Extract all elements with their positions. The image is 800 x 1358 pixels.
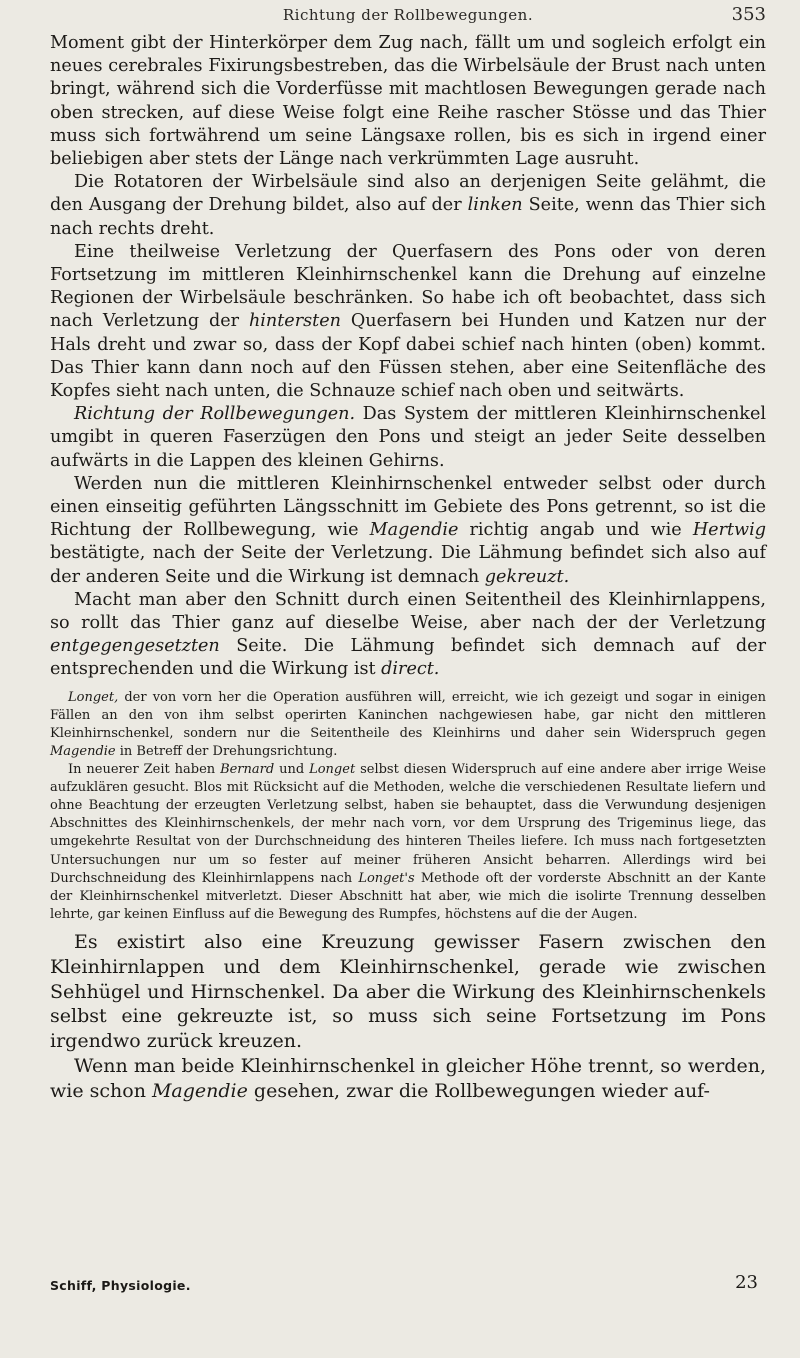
emphasis: entgegengesetzten [50, 636, 220, 657]
emphasis: Hertwig [692, 520, 766, 541]
sheet-number: 23 [735, 1272, 758, 1293]
emphasis: Magendie [369, 520, 459, 541]
paragraph-1: Moment gibt der Hinterkörper dem Zug nach, fällt um und sogleich erfolgt ein neues cerebrales Fixirungsbestreben, das die Wirbelsäule der Brust nach unten bringt, während sich die Vorderfüsse mit machtlosen Bewegungen gerade nach oben strecken, auf diese Weise folgt eine Reihe rascher Stösse und das Thier muss sich fortwährend um seine Längsaxe rollen, bis es sich in irgend einer beliebigen aber stets der Länge nach verkrümmten Lage ausruht. [50, 33, 766, 170]
note-2 [50, 761, 766, 924]
note-1 [50, 689, 766, 761]
text-run: und [274, 762, 310, 778]
text-run: Macht man aber den Schnitt durch einen Seitentheil des Kleinhirnlappens, so rollt das Thier ganz auf dieselbe Weise, aber nach der der Verletzung [50, 589, 766, 634]
running-head [50, 6, 766, 32]
text-run: der von vorn her die Operation ausführen will, erreicht, wie ich gezeigt und sogar in einigen Fällen an den von ihm selbst operirten Kaninchen nachgewiesen habe, gar nicht den mittleren Kleinhirnschenkel, sondern nur die Seitentheile des Kleinhirns und daher sein Widerspruch gegen [50, 689, 766, 741]
page-footer [50, 1272, 766, 1300]
text-run: In neuerer Zeit haben [68, 762, 221, 778]
emphasis: Longet's [358, 870, 415, 886]
small-print-notes [50, 689, 766, 924]
text-run: Eine theilweise Verletzung der Querfasern des Pons oder von deren Fortsetzung im mittleren Kleinhirnschenkel kann die Drehung auf einzelne Regionen der Wirbelsäule beschränken. So habe ich oft beobachtet, dass sich nach Verletzung der [50, 241, 766, 332]
text-run: in Betreff der Drehungsrichtung. [115, 743, 338, 759]
emphasis: Magendie [151, 1079, 248, 1102]
main-text [50, 32, 766, 682]
paragraph-8 [50, 1054, 766, 1104]
text-run: Werden nun die mittleren Kleinhirnschenkel entweder selbst oder durch einen einseitig geführten Längsschnitt im Gebiete des Pons getrennt, so ist die Richtung der Rollbewegung, wie [50, 473, 766, 541]
text-run: Seite, wenn das Thier sich nach rechts dreht. [50, 195, 766, 239]
text-run: Wenn man beide Kleinhirnschenkel in gleicher Höhe trennt, so werden, wie schon [50, 1054, 766, 1102]
running-title: Richtung der Rollbewegungen. [282, 6, 534, 24]
signature-line: Schiff, Physiologie. [50, 1278, 191, 1293]
text-run: Die Rotatoren der Wirbelsäule sind also an derjenigen Seite gelähmt, die den Ausgang der Drehung bildet, also auf der [50, 172, 766, 216]
text-run: Das System der mittleren Kleinhirnschenkel umgibt in queren Faserzügen den Pons und steigt an jeder Seite desselben aufwärts in die Lappen des kleinen Gehirns. [50, 404, 766, 471]
paragraph-2 [50, 171, 766, 241]
emphasis: linken [467, 195, 523, 216]
emphasis: Longet [309, 762, 356, 778]
paragraph-3 [50, 241, 766, 403]
emphasis: direct. [381, 659, 440, 680]
text-run: selbst diesen Widerspruch auf eine andere aber irrige Weise aufzuklären gesucht. Blos mit Rücksicht auf die Methoden, welche die verschiedenen Resultate liefern und ohne Beachtung der erzeugten Verletzung selbst, haben sie behauptet, dass die Verwundung desjenigen Abschnittes des Kleinhirnschenkels, der mehr nach vorn, vor dem Ursprung des Trigeminus liege, das umgekehrte Resultat von der Durchschneidung des hinteren Theiles liefere. Ich muss nach fortgesetzten Untersuchungen nur um so fester auf meiner früheren Ansicht beharren. Allerdings wird bei Durchschneidung des Kleinhirnlappens nach [50, 762, 766, 886]
page-number: 353 [731, 4, 766, 25]
paragraph-6 [50, 589, 766, 682]
paragraph-7: Es existirt also eine Kreuzung gewisser Fasern zwischen den Kleinhirnlappen und dem Kleinhirnschenkel, gerade wie zwischen Sehhügel und Hirnschenkel. Da aber die Wirkung des Kleinhirnschenkels selbst eine gekreuzte ist, so muss sich seine Fortsetzung im Pons irgendwo zurück kreuzen. [50, 930, 766, 1053]
text-run: Querfasern bei Hunden und Katzen nur der Hals dreht und zwar so, dass der Kopf dabei schief nach hinten (oben) kommt. Das Thier kann dann noch auf den Füssen stehen, aber eine Seitenfläche des Kopfes sieht nach unten, die Schnauze schief nach oben und seitwärts. [50, 311, 766, 402]
page-body [50, 32, 766, 1103]
section-heading: Richtung der Rollbewegungen. [74, 404, 356, 425]
text-run: Seite. Die Lähmung befindet sich demnach auf der entsprechenden und die Wirkung ist [50, 636, 766, 680]
emphasis: gekreuzt. [484, 566, 570, 587]
paragraph-4 [50, 403, 766, 473]
text-run: Methode oft der vorderste Abschnitt an der Kante der Kleinhirnschenkel mitverletzt. Dieser Abschnitt hat aber, wie mich die isolirte Trennung desselben lehrte, gar keinen Einfluss auf die Bewegung des Rumpfes, höchstens auf die der Augen. [50, 870, 766, 922]
emphasis: hintersten [248, 311, 341, 332]
emphasis: Longet, [68, 689, 119, 705]
text-run: bestätigte, nach der Seite der Verletzung. Die Lähmung befindet sich also auf der anderen Seite und die Wirkung ist demnach [50, 543, 766, 587]
text-run: gesehen, zwar die Rollbewegungen wieder auf- [247, 1079, 710, 1102]
emphasis: Bernard [220, 762, 275, 778]
text-run: richtig angab und wie [458, 520, 693, 541]
paragraph-5 [50, 473, 766, 589]
emphasis: Magendie [50, 743, 116, 759]
closing-text [50, 930, 766, 1104]
